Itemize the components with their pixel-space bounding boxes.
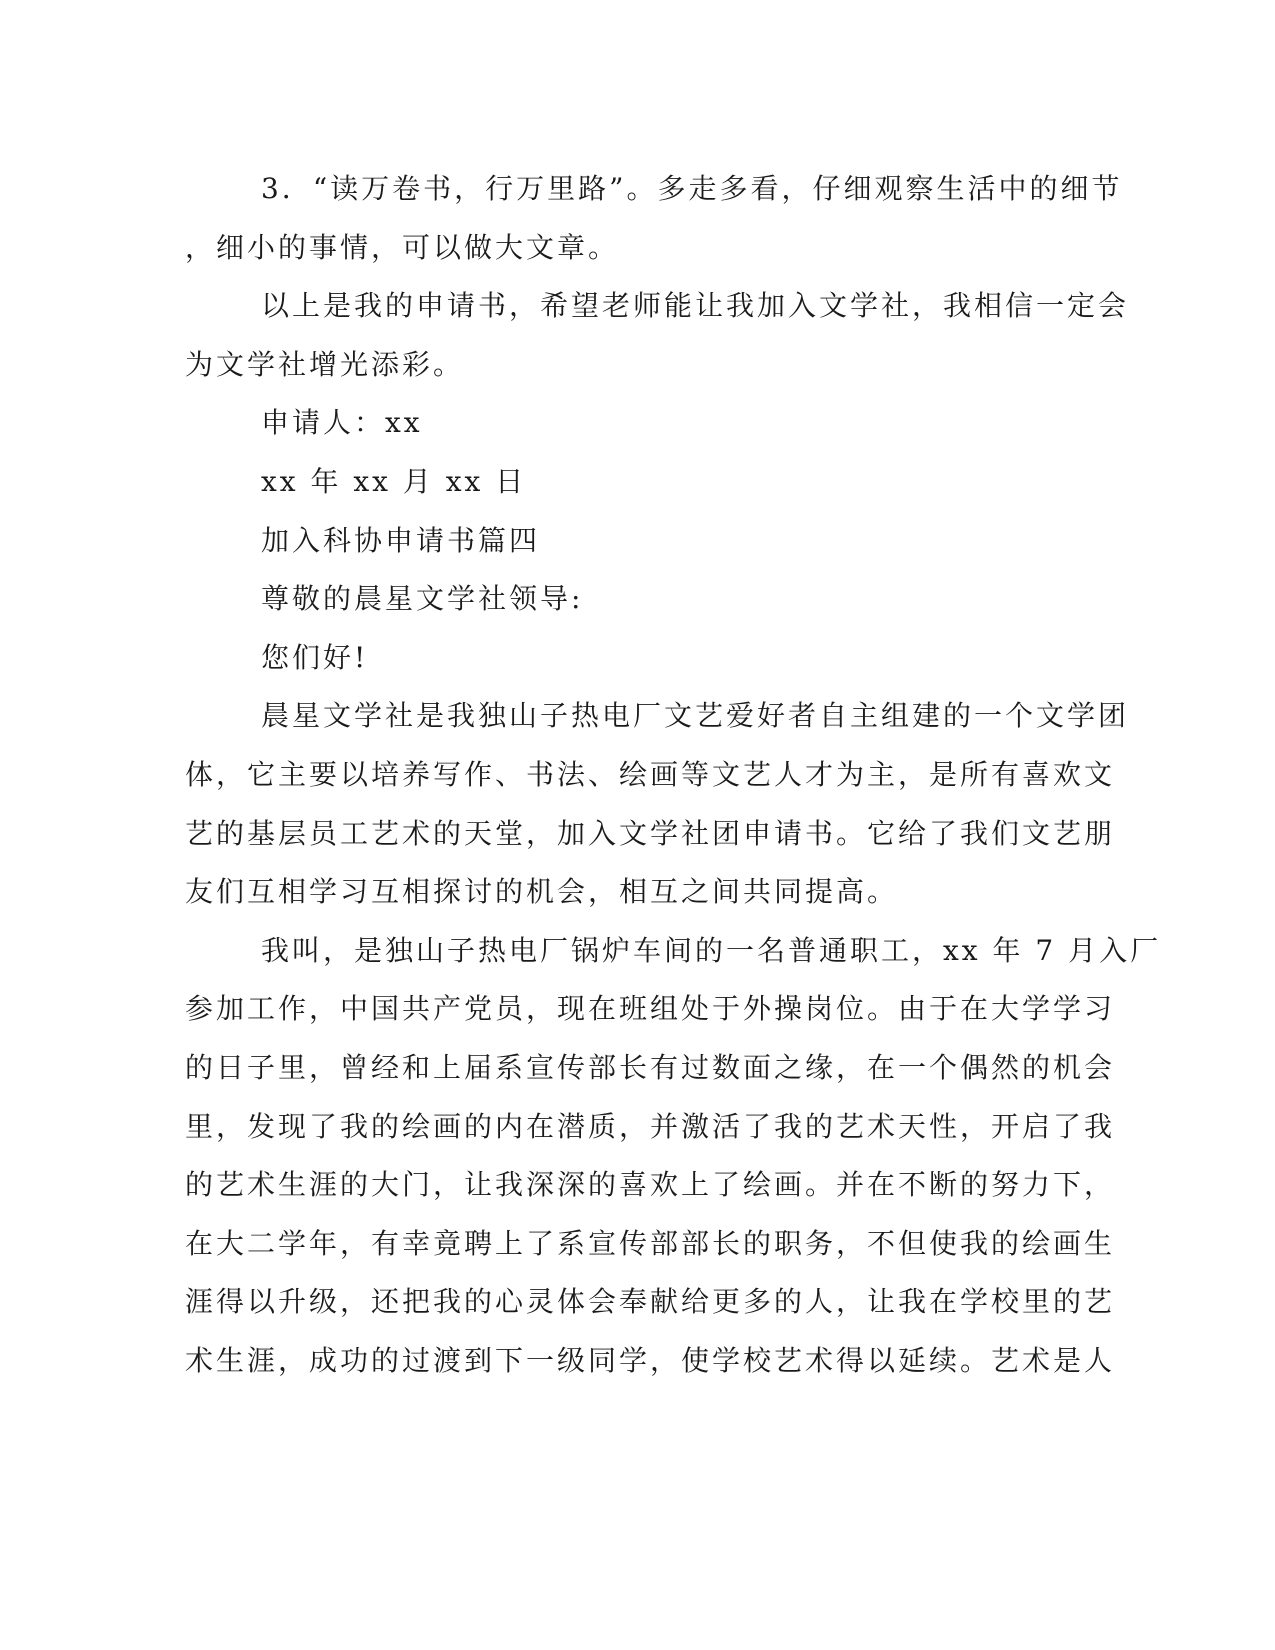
document-body [185, 160, 1162, 1390]
text-line: 艺的基层员工艺术的天堂，加入文学社团申请书。它给了我们文艺朋 [185, 816, 1116, 850]
section-heading [185, 512, 1065, 571]
text-line: 我叫，是独山子热电厂锅炉车间的一名普通职工，xx 年 7 月入厂 [261, 933, 1162, 967]
text-line: xx 年 xx 月 xx 日 [261, 464, 527, 498]
text-line: 3．“读万卷书，行万里路”。多走多看，仔细观察生活中的细节 [261, 172, 1123, 205]
text-line: 以上是我的申请书，希望老师能让我加入文学社，我相信一定会 [261, 289, 1130, 323]
applicant-signature [185, 394, 1065, 453]
text-line: 尊敬的晨星文学社领导: [261, 582, 584, 616]
text-line: 的艺术生涯的大门，让我深深的喜欢上了绘画。并在不断的努力下， [185, 1168, 1116, 1202]
text-line: 加入科协申请书篇四 [261, 523, 541, 557]
text-line: 晨星文学社是我独山子热电厂文艺爱好者自主组建的一个文学团 [261, 699, 1130, 733]
paragraph-self-introduction [185, 922, 1162, 1391]
letter-salutation [185, 570, 1065, 629]
text-line: 的日子里，曾经和上届系宣传部长有过数面之缘，在一个偶然的机会 [185, 1050, 1116, 1084]
paragraph-society-intro [185, 687, 1130, 921]
text-line: 您们好! [261, 640, 369, 674]
text-line: 在大二学年，有幸竟聘上了系宣传部部长的职务，不但使我的绘画生 [185, 1226, 1116, 1260]
text-line: ，细小的事情，可以做大文章。 [185, 230, 620, 264]
paragraph-reading-tip [185, 160, 1123, 277]
text-line: 参加工作，中国共产党员，现在班组处于外操岗位。由于在大学学习 [185, 992, 1116, 1026]
text-line: 里，发现了我的绘画的内在潜质，并激活了我的艺术天性，开启了我 [185, 1109, 1116, 1143]
letter-greeting [185, 629, 1065, 688]
text-line: 申请人：xx [261, 406, 423, 440]
text-line: 涯得以升级，还把我的心灵体会奉献给更多的人，让我在学校里的艺 [185, 1285, 1116, 1319]
text-line: 友们互相学习互相探讨的机会，相互之间共同提高。 [185, 875, 899, 909]
signature-date [185, 453, 1065, 512]
text-line: 体，它主要以培养写作、书法、绘画等文艺人才为主，是所有喜欢文 [185, 757, 1116, 791]
text-line: 为文学社增光添彩。 [185, 347, 465, 381]
paragraph-closing-statement [185, 277, 1130, 394]
text-line: 术生涯，成功的过渡到下一级同学，使学校艺术得以延续。艺术是人 [185, 1343, 1116, 1377]
